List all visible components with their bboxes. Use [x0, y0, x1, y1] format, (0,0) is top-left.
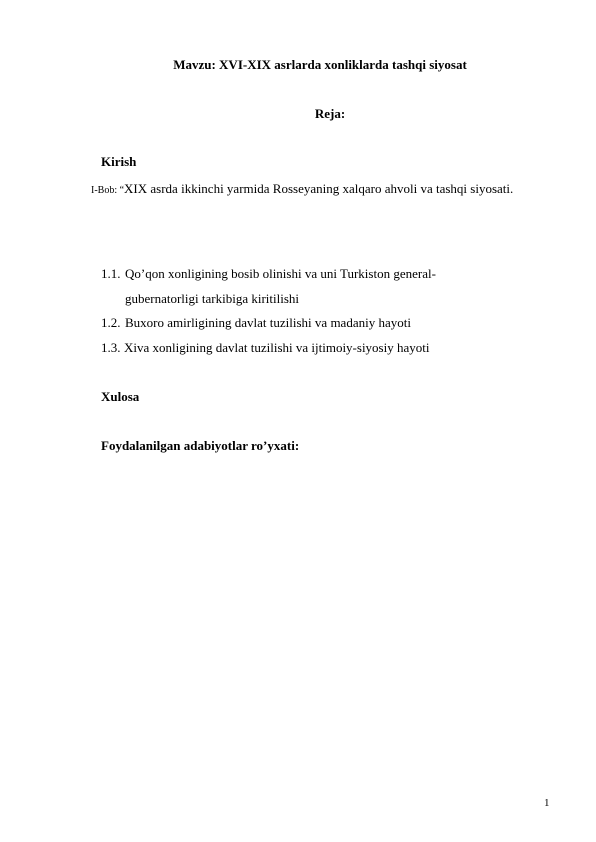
toc-item-text-continued: gubernatorligi tarkibiga kiritilishi: [125, 291, 300, 306]
document-title: Mavzu: XVI-XIX asrlarda xonliklarda tashqi siyosat: [173, 57, 467, 72]
toc-item: [101, 266, 121, 282]
plan-heading: Reja:: [314, 106, 346, 121]
conclusion-heading: Xulosa: [101, 389, 140, 404]
toc-item-text: Xiva xonligining davlat tuzilishi va ijtimoiy-siyosiy hayoti: [124, 340, 430, 355]
chapter-heading: [91, 181, 513, 197]
toc-item-text: Qo’qon xonligining bosib olinishi va uni Turkiston general-: [125, 266, 436, 281]
page-number: 1: [544, 797, 550, 809]
references-heading: Foydalanilgan adabiyotlar ro’yxati:: [101, 438, 300, 453]
chapter-title: XIX asrda ikkinchi yarmida Rosseyaning xalqaro ahvoli va tashqi siyosati.: [124, 181, 514, 196]
intro-heading: Kirish: [101, 154, 137, 169]
toc-item: [101, 340, 121, 356]
chapter-prefix: I-Bob: “: [91, 185, 125, 196]
toc-item-text: Buxoro amirligining davlat tuzilishi va madaniy hayoti: [125, 315, 411, 330]
toc-item-number: 1.1.: [101, 266, 121, 281]
toc-item: [101, 315, 121, 331]
toc-item-number: 1.2.: [101, 315, 121, 330]
toc-item-number: 1.3.: [101, 340, 121, 355]
